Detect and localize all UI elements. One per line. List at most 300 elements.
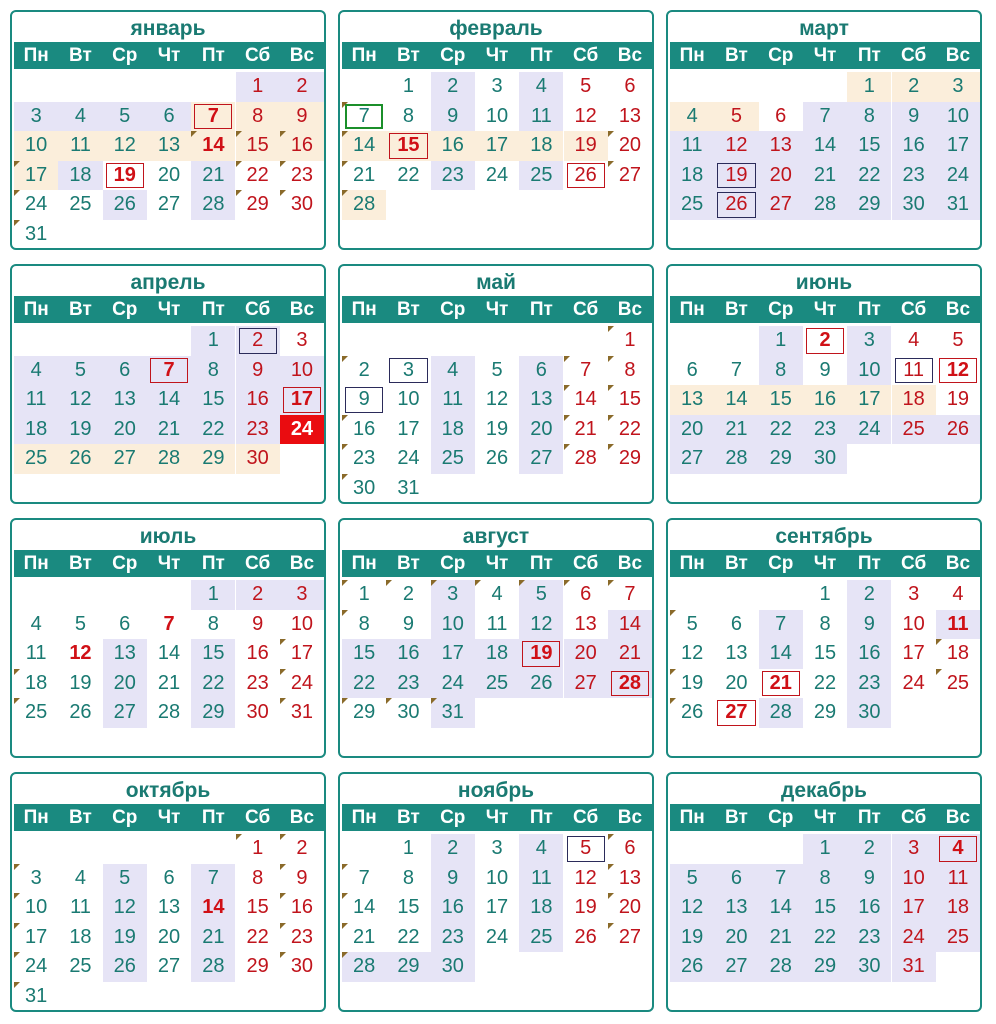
day-cell[interactable] xyxy=(103,161,147,191)
day-cell[interactable] xyxy=(191,580,235,610)
day-cell[interactable] xyxy=(714,952,758,982)
day-cell[interactable] xyxy=(608,610,652,640)
day-cell[interactable] xyxy=(759,952,803,982)
day-cell[interactable] xyxy=(714,356,758,386)
day-cell[interactable] xyxy=(342,474,386,504)
day-cell[interactable] xyxy=(519,639,563,669)
day-cell[interactable] xyxy=(847,923,891,953)
day-cell[interactable] xyxy=(847,326,891,356)
day-cell[interactable] xyxy=(936,102,980,132)
day-cell[interactable] xyxy=(803,190,847,220)
day-cell[interactable] xyxy=(519,415,563,445)
day-cell[interactable] xyxy=(759,893,803,923)
day-cell[interactable] xyxy=(714,610,758,640)
day-cell[interactable] xyxy=(14,161,58,191)
day-cell[interactable] xyxy=(147,669,191,699)
day-cell[interactable] xyxy=(280,669,324,699)
day-cell[interactable] xyxy=(147,893,191,923)
day-cell[interactable] xyxy=(236,415,280,445)
day-cell[interactable] xyxy=(103,102,147,132)
day-cell[interactable] xyxy=(519,385,563,415)
day-cell[interactable] xyxy=(847,893,891,923)
day-cell[interactable] xyxy=(803,952,847,982)
day-cell[interactable] xyxy=(386,834,430,864)
day-cell[interactable] xyxy=(936,385,980,415)
day-cell[interactable] xyxy=(475,669,519,699)
day-cell[interactable] xyxy=(759,639,803,669)
day-cell[interactable] xyxy=(936,669,980,699)
day-cell[interactable] xyxy=(58,923,102,953)
day-cell[interactable] xyxy=(58,161,102,191)
day-cell[interactable] xyxy=(670,102,714,132)
day-cell[interactable] xyxy=(803,444,847,474)
day-cell[interactable] xyxy=(847,952,891,982)
day-cell[interactable] xyxy=(847,385,891,415)
day-cell[interactable] xyxy=(803,356,847,386)
day-cell[interactable] xyxy=(58,952,102,982)
day-cell[interactable] xyxy=(14,610,58,640)
day-cell[interactable] xyxy=(103,610,147,640)
day-cell[interactable] xyxy=(280,190,324,220)
day-cell[interactable] xyxy=(714,102,758,132)
day-cell[interactable] xyxy=(147,923,191,953)
day-cell[interactable] xyxy=(191,190,235,220)
day-cell[interactable] xyxy=(670,639,714,669)
day-cell[interactable] xyxy=(847,131,891,161)
day-cell[interactable] xyxy=(103,669,147,699)
day-cell[interactable] xyxy=(892,161,936,191)
day-cell[interactable] xyxy=(564,131,608,161)
day-cell[interactable] xyxy=(386,639,430,669)
day-cell[interactable] xyxy=(803,610,847,640)
day-cell[interactable] xyxy=(564,893,608,923)
day-cell[interactable] xyxy=(236,580,280,610)
day-cell[interactable] xyxy=(386,864,430,894)
day-cell[interactable] xyxy=(714,131,758,161)
day-cell[interactable] xyxy=(936,72,980,102)
day-cell[interactable] xyxy=(342,923,386,953)
day-cell[interactable] xyxy=(431,580,475,610)
day-cell[interactable] xyxy=(519,610,563,640)
day-cell[interactable] xyxy=(759,415,803,445)
day-cell[interactable] xyxy=(191,698,235,728)
day-cell[interactable] xyxy=(714,698,758,728)
day-cell[interactable] xyxy=(280,864,324,894)
day-cell[interactable] xyxy=(847,639,891,669)
day-cell[interactable] xyxy=(714,669,758,699)
day-cell[interactable] xyxy=(936,356,980,386)
day-cell[interactable] xyxy=(564,610,608,640)
day-cell[interactable] xyxy=(103,923,147,953)
day-cell[interactable] xyxy=(431,834,475,864)
day-cell[interactable] xyxy=(564,923,608,953)
day-cell[interactable] xyxy=(608,639,652,669)
day-cell[interactable] xyxy=(475,444,519,474)
day-cell[interactable] xyxy=(431,639,475,669)
day-cell[interactable] xyxy=(147,385,191,415)
day-cell[interactable] xyxy=(58,415,102,445)
day-cell[interactable] xyxy=(342,952,386,982)
day-cell[interactable] xyxy=(670,923,714,953)
day-cell[interactable] xyxy=(608,580,652,610)
day-cell[interactable] xyxy=(236,131,280,161)
day-cell[interactable] xyxy=(58,698,102,728)
day-cell[interactable] xyxy=(14,923,58,953)
day-cell[interactable] xyxy=(191,864,235,894)
day-cell[interactable] xyxy=(147,610,191,640)
day-cell[interactable] xyxy=(803,864,847,894)
day-cell[interactable] xyxy=(236,864,280,894)
day-cell[interactable] xyxy=(803,385,847,415)
day-cell[interactable] xyxy=(564,415,608,445)
day-cell[interactable] xyxy=(342,610,386,640)
day-cell[interactable] xyxy=(236,639,280,669)
day-cell[interactable] xyxy=(58,639,102,669)
day-cell[interactable] xyxy=(103,190,147,220)
day-cell[interactable] xyxy=(936,864,980,894)
day-cell[interactable] xyxy=(475,864,519,894)
day-cell[interactable] xyxy=(847,580,891,610)
day-cell[interactable] xyxy=(342,161,386,191)
day-cell[interactable] xyxy=(191,923,235,953)
day-cell[interactable] xyxy=(759,669,803,699)
day-cell[interactable] xyxy=(103,893,147,923)
day-cell[interactable] xyxy=(475,385,519,415)
day-cell[interactable] xyxy=(759,356,803,386)
day-cell[interactable] xyxy=(670,161,714,191)
day-cell[interactable] xyxy=(14,952,58,982)
day-cell[interactable] xyxy=(191,952,235,982)
day-cell[interactable] xyxy=(519,893,563,923)
day-cell[interactable] xyxy=(147,102,191,132)
day-cell[interactable] xyxy=(847,610,891,640)
day-cell[interactable] xyxy=(58,102,102,132)
day-cell[interactable] xyxy=(191,444,235,474)
day-cell[interactable] xyxy=(236,834,280,864)
day-cell[interactable] xyxy=(608,415,652,445)
day-cell[interactable] xyxy=(280,102,324,132)
day-cell[interactable] xyxy=(714,444,758,474)
day-cell[interactable] xyxy=(803,161,847,191)
day-cell[interactable] xyxy=(191,639,235,669)
day-cell[interactable] xyxy=(670,444,714,474)
day-cell[interactable] xyxy=(431,444,475,474)
day-cell[interactable] xyxy=(475,415,519,445)
day-cell[interactable] xyxy=(608,356,652,386)
day-cell[interactable] xyxy=(564,72,608,102)
day-cell[interactable] xyxy=(236,893,280,923)
day-cell[interactable] xyxy=(714,893,758,923)
day-cell[interactable] xyxy=(803,834,847,864)
day-cell[interactable] xyxy=(714,190,758,220)
day-cell[interactable] xyxy=(236,444,280,474)
day-cell[interactable] xyxy=(280,131,324,161)
day-cell[interactable] xyxy=(191,385,235,415)
day-cell[interactable] xyxy=(386,444,430,474)
day-cell[interactable] xyxy=(147,131,191,161)
day-cell[interactable] xyxy=(936,580,980,610)
day-cell[interactable] xyxy=(670,356,714,386)
day-cell[interactable] xyxy=(759,131,803,161)
day-cell[interactable] xyxy=(564,580,608,610)
day-cell[interactable] xyxy=(564,639,608,669)
day-cell[interactable] xyxy=(847,669,891,699)
day-cell[interactable] xyxy=(14,639,58,669)
day-cell[interactable] xyxy=(236,326,280,356)
day-cell[interactable] xyxy=(431,610,475,640)
day-cell[interactable] xyxy=(386,698,430,728)
day-cell[interactable] xyxy=(714,923,758,953)
day-cell[interactable] xyxy=(847,161,891,191)
day-cell[interactable] xyxy=(847,698,891,728)
day-cell[interactable] xyxy=(892,131,936,161)
day-cell[interactable] xyxy=(608,131,652,161)
day-cell[interactable] xyxy=(936,190,980,220)
day-cell[interactable] xyxy=(759,161,803,191)
day-cell[interactable] xyxy=(670,698,714,728)
day-cell[interactable] xyxy=(670,893,714,923)
day-cell[interactable] xyxy=(475,131,519,161)
day-cell[interactable] xyxy=(280,639,324,669)
day-cell[interactable] xyxy=(803,893,847,923)
day-cell[interactable] xyxy=(759,385,803,415)
day-cell[interactable] xyxy=(280,72,324,102)
day-cell[interactable] xyxy=(475,610,519,640)
day-cell[interactable] xyxy=(714,385,758,415)
day-cell[interactable] xyxy=(892,610,936,640)
day-cell[interactable] xyxy=(670,385,714,415)
day-cell[interactable] xyxy=(147,698,191,728)
day-cell[interactable] xyxy=(519,102,563,132)
day-cell[interactable] xyxy=(191,161,235,191)
day-cell[interactable] xyxy=(431,923,475,953)
day-cell[interactable] xyxy=(608,893,652,923)
day-cell[interactable] xyxy=(431,952,475,982)
day-cell[interactable] xyxy=(431,385,475,415)
day-cell[interactable] xyxy=(386,923,430,953)
day-cell[interactable] xyxy=(608,923,652,953)
day-cell[interactable] xyxy=(608,385,652,415)
day-cell[interactable] xyxy=(670,864,714,894)
day-cell[interactable] xyxy=(147,444,191,474)
day-cell[interactable] xyxy=(280,610,324,640)
day-cell[interactable] xyxy=(519,834,563,864)
day-cell[interactable] xyxy=(759,698,803,728)
day-cell[interactable] xyxy=(58,864,102,894)
day-cell[interactable] xyxy=(475,834,519,864)
day-cell[interactable] xyxy=(14,669,58,699)
day-cell[interactable] xyxy=(58,190,102,220)
day-cell[interactable] xyxy=(803,580,847,610)
day-cell[interactable] xyxy=(892,102,936,132)
day-cell[interactable] xyxy=(431,698,475,728)
day-cell[interactable] xyxy=(342,864,386,894)
day-cell[interactable] xyxy=(892,923,936,953)
day-cell[interactable] xyxy=(14,444,58,474)
day-cell[interactable] xyxy=(475,923,519,953)
day-cell[interactable] xyxy=(564,669,608,699)
day-cell[interactable] xyxy=(342,639,386,669)
day-cell[interactable] xyxy=(803,669,847,699)
day-cell[interactable] xyxy=(14,356,58,386)
day-cell[interactable] xyxy=(847,356,891,386)
day-cell[interactable] xyxy=(564,444,608,474)
day-cell[interactable] xyxy=(759,326,803,356)
day-cell[interactable] xyxy=(236,385,280,415)
day-cell[interactable] xyxy=(714,161,758,191)
day-cell[interactable] xyxy=(14,698,58,728)
day-cell[interactable] xyxy=(475,356,519,386)
day-cell[interactable] xyxy=(103,639,147,669)
day-cell[interactable] xyxy=(280,952,324,982)
day-cell[interactable] xyxy=(936,131,980,161)
day-cell[interactable] xyxy=(670,669,714,699)
day-cell[interactable] xyxy=(608,669,652,699)
day-cell[interactable] xyxy=(280,698,324,728)
day-cell[interactable] xyxy=(236,72,280,102)
day-cell[interactable] xyxy=(759,610,803,640)
day-cell[interactable] xyxy=(803,415,847,445)
day-cell[interactable] xyxy=(58,385,102,415)
day-cell[interactable] xyxy=(58,610,102,640)
day-cell[interactable] xyxy=(847,415,891,445)
day-cell[interactable] xyxy=(236,190,280,220)
day-cell[interactable] xyxy=(236,610,280,640)
day-cell[interactable] xyxy=(342,444,386,474)
day-cell[interactable] xyxy=(431,864,475,894)
day-cell[interactable] xyxy=(475,102,519,132)
day-cell[interactable] xyxy=(431,102,475,132)
day-cell[interactable] xyxy=(847,834,891,864)
day-cell[interactable] xyxy=(714,864,758,894)
day-cell[interactable] xyxy=(147,639,191,669)
day-cell[interactable] xyxy=(475,893,519,923)
day-cell[interactable] xyxy=(892,864,936,894)
day-cell[interactable] xyxy=(714,415,758,445)
day-cell[interactable] xyxy=(670,190,714,220)
day-cell[interactable] xyxy=(892,893,936,923)
day-cell[interactable] xyxy=(386,161,430,191)
day-cell[interactable] xyxy=(759,102,803,132)
day-cell[interactable] xyxy=(58,356,102,386)
day-cell[interactable] xyxy=(759,444,803,474)
day-cell[interactable] xyxy=(147,190,191,220)
day-cell[interactable] xyxy=(936,893,980,923)
day-cell[interactable] xyxy=(431,356,475,386)
day-cell[interactable] xyxy=(431,669,475,699)
day-cell[interactable] xyxy=(564,102,608,132)
day-cell[interactable] xyxy=(892,356,936,386)
day-cell[interactable] xyxy=(342,385,386,415)
day-cell[interactable] xyxy=(670,610,714,640)
day-cell[interactable] xyxy=(386,580,430,610)
day-cell[interactable] xyxy=(386,72,430,102)
day-cell[interactable] xyxy=(342,131,386,161)
day-cell[interactable] xyxy=(342,190,386,220)
day-cell[interactable] xyxy=(475,580,519,610)
day-cell[interactable] xyxy=(892,639,936,669)
day-cell[interactable] xyxy=(191,102,235,132)
day-cell[interactable] xyxy=(759,190,803,220)
day-cell[interactable] xyxy=(103,864,147,894)
day-cell[interactable] xyxy=(936,610,980,640)
day-cell[interactable] xyxy=(386,474,430,504)
day-cell[interactable] xyxy=(519,864,563,894)
day-cell[interactable] xyxy=(519,580,563,610)
day-cell[interactable] xyxy=(103,444,147,474)
day-cell[interactable] xyxy=(236,102,280,132)
day-cell[interactable] xyxy=(280,326,324,356)
day-cell[interactable] xyxy=(519,131,563,161)
day-cell[interactable] xyxy=(103,952,147,982)
day-cell[interactable] xyxy=(191,415,235,445)
day-cell[interactable] xyxy=(670,131,714,161)
day-cell[interactable] xyxy=(936,415,980,445)
day-cell[interactable] xyxy=(58,669,102,699)
day-cell[interactable] xyxy=(342,415,386,445)
day-cell[interactable] xyxy=(564,161,608,191)
day-cell[interactable] xyxy=(103,385,147,415)
day-cell[interactable] xyxy=(14,190,58,220)
day-cell[interactable] xyxy=(58,444,102,474)
day-cell[interactable] xyxy=(608,864,652,894)
day-cell[interactable] xyxy=(475,161,519,191)
day-cell[interactable] xyxy=(386,415,430,445)
day-cell[interactable] xyxy=(14,385,58,415)
day-cell[interactable] xyxy=(386,356,430,386)
day-cell[interactable] xyxy=(564,356,608,386)
day-cell[interactable] xyxy=(608,326,652,356)
day-cell[interactable] xyxy=(191,669,235,699)
day-cell[interactable] xyxy=(386,610,430,640)
day-cell[interactable] xyxy=(342,669,386,699)
day-cell[interactable] xyxy=(386,669,430,699)
day-cell[interactable] xyxy=(280,580,324,610)
day-cell[interactable] xyxy=(847,864,891,894)
day-cell[interactable] xyxy=(280,893,324,923)
day-cell[interactable] xyxy=(342,580,386,610)
day-cell[interactable] xyxy=(892,834,936,864)
day-cell[interactable] xyxy=(14,131,58,161)
day-cell[interactable] xyxy=(892,72,936,102)
day-cell[interactable] xyxy=(280,161,324,191)
day-cell[interactable] xyxy=(803,326,847,356)
day-cell[interactable] xyxy=(236,356,280,386)
day-cell[interactable] xyxy=(519,356,563,386)
day-cell[interactable] xyxy=(280,834,324,864)
day-cell[interactable] xyxy=(936,326,980,356)
day-cell[interactable] xyxy=(236,698,280,728)
day-cell[interactable] xyxy=(58,893,102,923)
day-cell[interactable] xyxy=(892,669,936,699)
day-cell[interactable] xyxy=(236,161,280,191)
day-cell[interactable] xyxy=(280,415,324,445)
day-cell[interactable] xyxy=(936,639,980,669)
day-cell[interactable] xyxy=(564,834,608,864)
day-cell[interactable] xyxy=(386,952,430,982)
day-cell[interactable] xyxy=(280,385,324,415)
day-cell[interactable] xyxy=(803,131,847,161)
day-cell[interactable] xyxy=(147,952,191,982)
day-cell[interactable] xyxy=(564,864,608,894)
day-cell[interactable] xyxy=(519,72,563,102)
day-cell[interactable] xyxy=(936,923,980,953)
day-cell[interactable] xyxy=(936,834,980,864)
day-cell[interactable] xyxy=(236,923,280,953)
day-cell[interactable] xyxy=(14,982,58,1012)
day-cell[interactable] xyxy=(342,356,386,386)
day-cell[interactable] xyxy=(608,444,652,474)
